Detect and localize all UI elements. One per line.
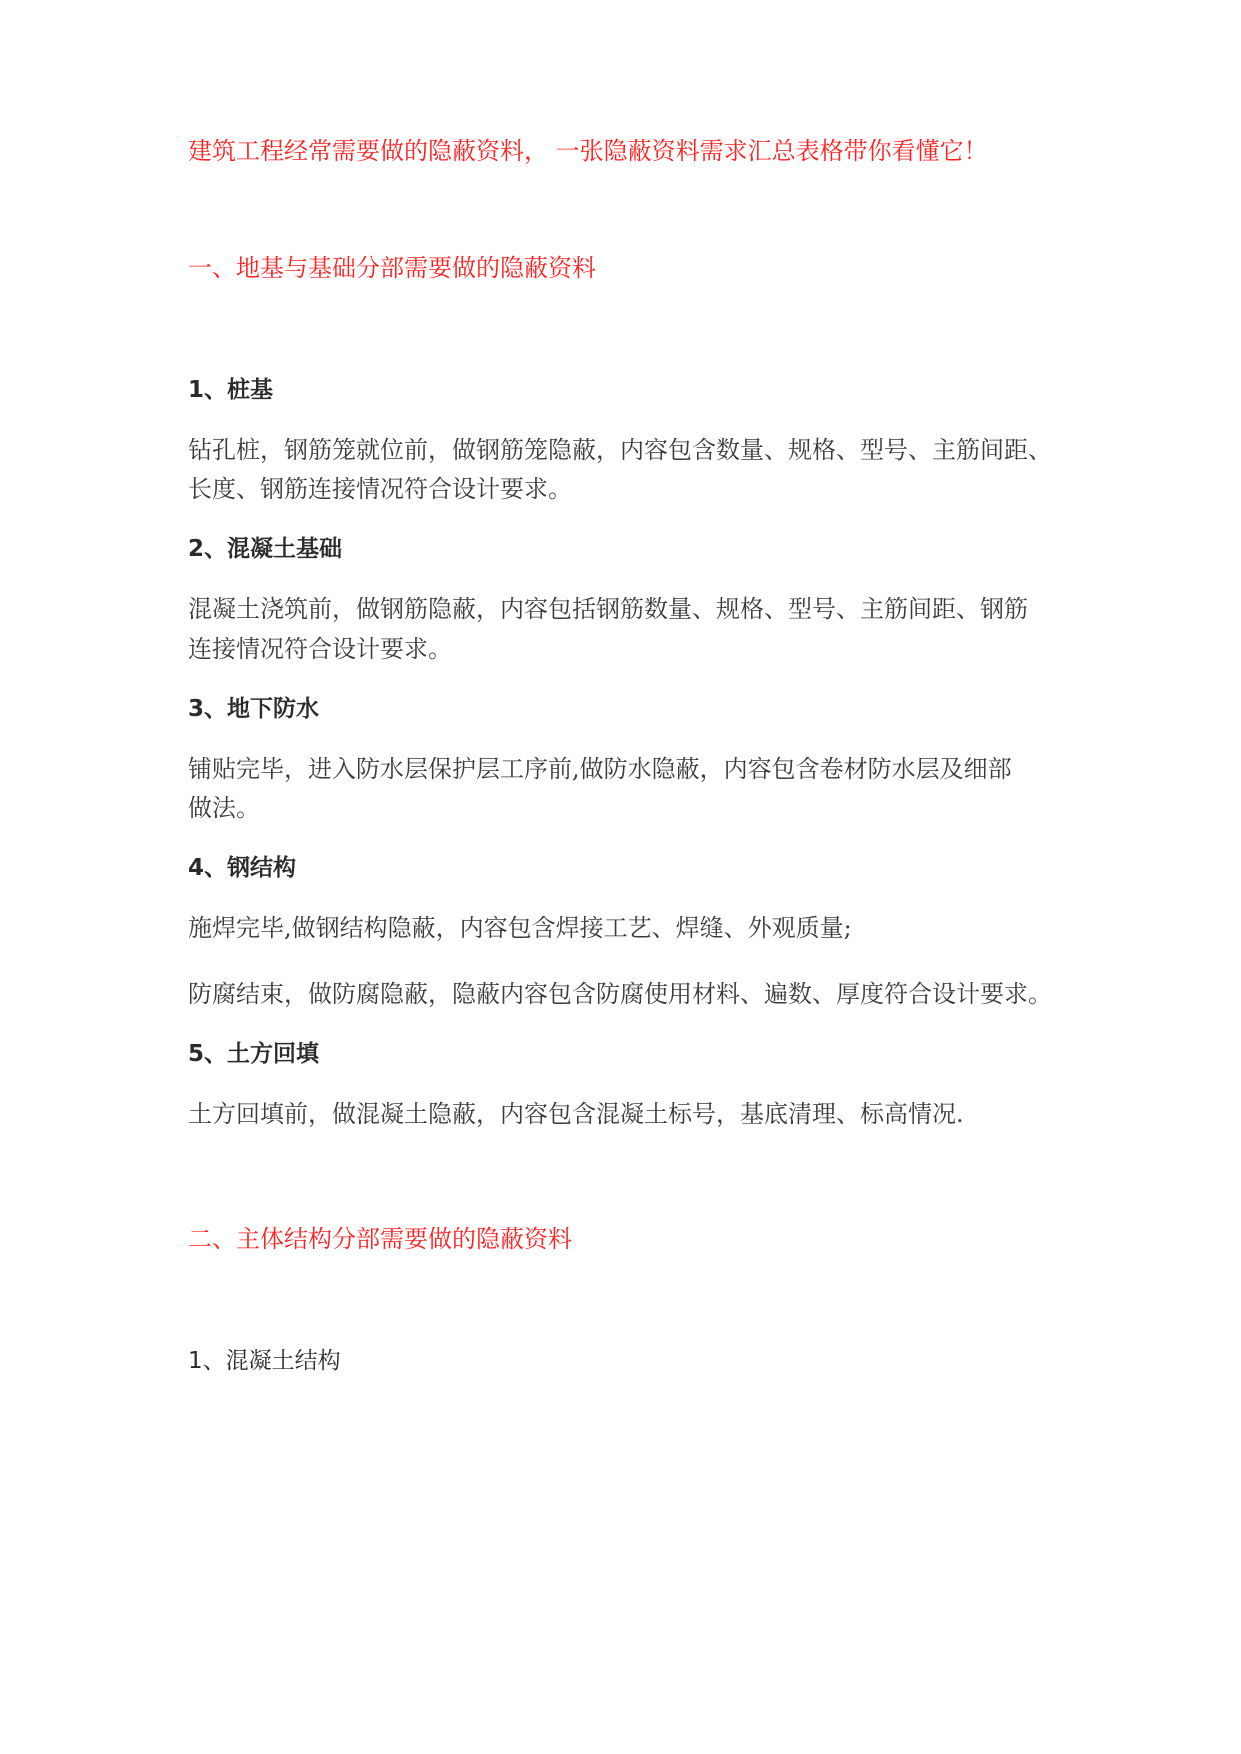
item-4-line-1: 施焊完毕,做钢结构隐蔽，内容包含焊接工艺、焊缝、外观质量; [188, 914, 852, 942]
item-4-heading: 4、钢结构 [188, 855, 297, 881]
item-1-heading: 1、桩基 [188, 377, 274, 403]
item-2-line-2: 连接情况符合设计要求。 [188, 635, 452, 663]
item-3-heading: 3、地下防水 [188, 696, 320, 722]
document-title: 建筑工程经常需要做的隐蔽资料， 一张隐蔽资料需求汇总表格带你看懂它！ [188, 137, 988, 165]
item-4-line-2: 防腐结束，做防腐隐蔽，隐蔽内容包含防腐使用材料、遍数、厚度符合设计要求。 [188, 980, 1052, 1008]
item-1-line-1: 钻孔桩，钢筋笼就位前，做钢筋笼隐蔽，内容包含数量、规格、型号、主筋间距、 [188, 436, 1052, 464]
section-2-item-1-heading: 1、混凝土结构 [188, 1348, 341, 1374]
item-5-line-1: 土方回填前，做混凝土隐蔽，内容包含混凝土标号，基底清理、标高情况. [188, 1100, 964, 1128]
item-3-line-1: 铺贴完毕，进入防水层保护层工序前,做防水隐蔽，内容包含卷材防水层及细部 [188, 755, 1012, 783]
section-2-heading: 二、主体结构分部需要做的隐蔽资料 [188, 1225, 572, 1253]
item-1-line-2: 长度、钢筋连接情况符合设计要求。 [188, 475, 572, 503]
item-2-heading: 2、混凝土基础 [188, 536, 343, 562]
item-2-line-1: 混凝土浇筑前，做钢筋隐蔽，内容包括钢筋数量、规格、型号、主筋间距、钢筋 [188, 595, 1028, 623]
item-3-line-2: 做法。 [188, 794, 260, 822]
item-5-heading: 5、土方回填 [188, 1041, 320, 1067]
section-1-heading: 一、地基与基础分部需要做的隐蔽资料 [188, 254, 596, 282]
